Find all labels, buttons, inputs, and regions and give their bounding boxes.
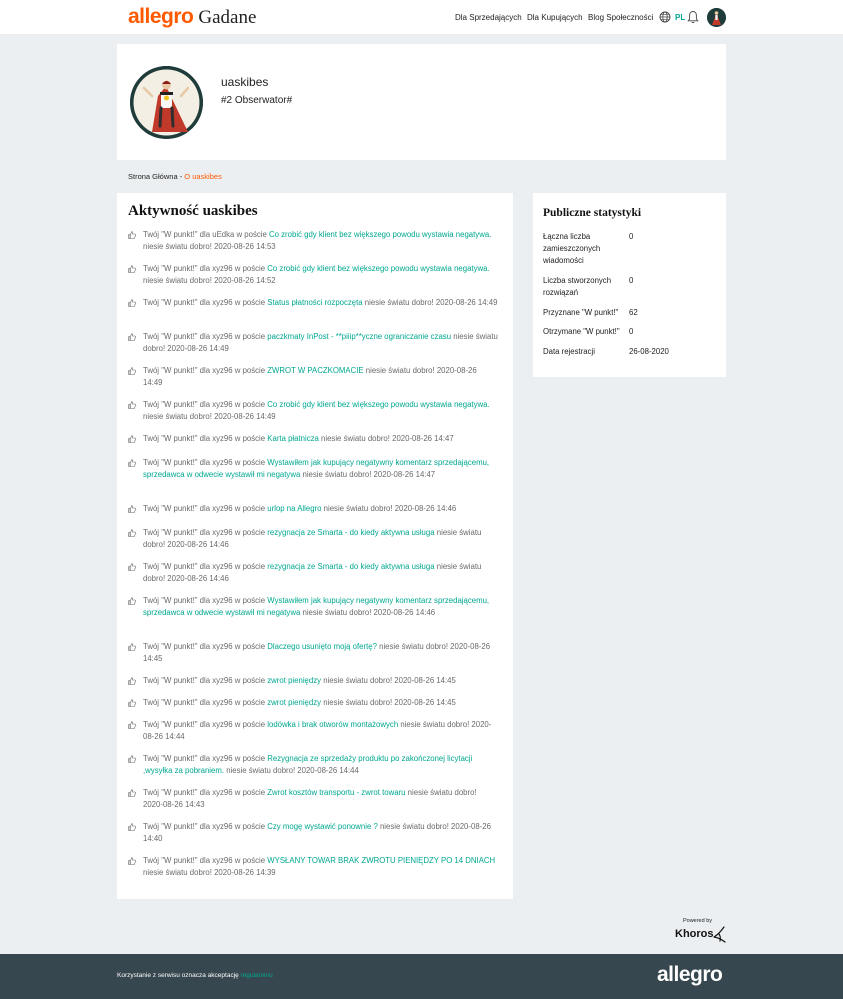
thumbs-up-icon bbox=[128, 231, 136, 239]
activity-post-link[interactable]: ZWROT W PACZKOMACIE bbox=[267, 366, 364, 375]
activity-prefix: Twój "W punkt!" dla xyz96 w poście bbox=[143, 856, 268, 865]
logo-allegro: allegro bbox=[128, 5, 194, 28]
activity-prefix: Twój "W punkt!" dla xyz96 w poście bbox=[143, 788, 268, 797]
nav-blog[interactable]: Blog Społeczności bbox=[588, 13, 654, 22]
activity-post-link[interactable]: Zwrot kosztów transportu - zwrot towaru bbox=[267, 788, 406, 797]
thumbs-up-icon bbox=[128, 789, 136, 797]
activity-item bbox=[128, 297, 498, 309]
user-avatar[interactable] bbox=[707, 8, 726, 27]
activity-item bbox=[128, 527, 498, 552]
thumbs-up-icon bbox=[128, 563, 136, 571]
activity-suffix: niesie światu dobro! 2020-08-26 14:47 bbox=[300, 470, 436, 480]
activity-post-link[interactable]: lodówka i brak otworów montażowych bbox=[267, 720, 399, 729]
activity-suffix: niesie światu dobro! 2020-08-26 14:45 bbox=[321, 676, 456, 685]
activity-card bbox=[117, 193, 513, 899]
thumbs-up-icon bbox=[128, 721, 136, 729]
activity-prefix: Twój "W punkt!" dla xyz96 w poście bbox=[143, 400, 268, 409]
breadcrumb-current[interactable]: O uaskibes bbox=[184, 172, 222, 181]
stat-value: 0 bbox=[629, 327, 634, 336]
thumbs-up-icon bbox=[128, 459, 136, 467]
footer bbox=[0, 954, 843, 999]
thumbs-up-icon bbox=[128, 367, 136, 375]
khoros-logo: Khoros bbox=[675, 928, 714, 940]
thumbs-up-icon bbox=[128, 857, 136, 865]
activity-suffix: niesie światu dobro! 2020-08-26 14:44 bbox=[224, 766, 359, 776]
thumbs-up-icon bbox=[128, 597, 136, 605]
profile-username: uaskibes bbox=[221, 75, 269, 89]
activity-suffix: niesie światu dobro! 2020-08-26 14:46 bbox=[143, 562, 482, 584]
stat-value: 0 bbox=[629, 276, 634, 285]
stat-label: Liczba stworzonych rozwiązań bbox=[543, 276, 612, 297]
stat-label: Otrzymane "W punkt!" bbox=[543, 327, 620, 336]
activity-item bbox=[128, 821, 498, 846]
stat-label: Data rejestracji bbox=[543, 347, 595, 356]
stats-card bbox=[533, 193, 726, 377]
avatar bbox=[130, 66, 203, 139]
footer-terms bbox=[117, 972, 273, 979]
activity-item bbox=[128, 331, 498, 356]
thumbs-up-icon bbox=[128, 265, 136, 273]
thumbs-up-icon bbox=[128, 299, 136, 307]
activity-suffix: niesie światu dobro! 2020-08-26 14:46 bbox=[321, 504, 457, 513]
activity-prefix: Twój "W punkt!" dla xyz96 w poście bbox=[143, 434, 268, 443]
activity-prefix: Twój "W punkt!" dla xyz96 w poście bbox=[143, 458, 268, 467]
activity-title: Aktywność uaskibes bbox=[128, 203, 258, 219]
activity-suffix: niesie światu dobro! 2020-08-26 14:53 bbox=[143, 242, 276, 252]
footer-terms-text: Korzystanie z serwisu oznacza akceptację bbox=[117, 972, 241, 979]
activity-suffix: niesie światu dobro! 2020-08-26 14:45 bbox=[321, 698, 456, 707]
profile-card bbox=[117, 44, 726, 160]
activity-prefix: Twój "W punkt!" dla xyz96 w poście bbox=[143, 562, 268, 571]
stat-value: 26-08-2020 bbox=[629, 347, 669, 356]
activity-item bbox=[128, 433, 498, 445]
language-selector[interactable]: PL bbox=[675, 13, 686, 22]
activity-prefix: Twój "W punkt!" dla xyz96 w poście bbox=[143, 332, 268, 341]
activity-item bbox=[128, 719, 498, 744]
activity-prefix: Twój "W punkt!" dla xyz96 w poście bbox=[143, 754, 268, 763]
activity-item bbox=[128, 457, 498, 482]
activity-item bbox=[128, 263, 498, 288]
activity-post-link[interactable]: WYSŁANY TOWAR BRAK ZWROTU PIENIĘDZY PO 14 DNIACH bbox=[267, 856, 496, 865]
activity-suffix: niesie światu dobro! 2020-08-26 14:49 bbox=[143, 332, 498, 354]
stat-label: Łączna liczba zamieszczonych wiadomości bbox=[543, 232, 601, 265]
activity-prefix: Twój "W punkt!" dla xyz96 w poście bbox=[143, 720, 268, 729]
activity-post-link[interactable]: Karta płatnicza bbox=[267, 434, 319, 443]
khoros-icon bbox=[712, 925, 727, 943]
stat-value: 0 bbox=[629, 232, 634, 241]
stat-value: 62 bbox=[629, 308, 638, 317]
profile-rank: #2 Obserwator# bbox=[221, 95, 293, 106]
activity-item bbox=[128, 561, 498, 586]
activity-post-link[interactable]: Czy mogę wystawić ponownie ? bbox=[267, 822, 378, 831]
activity-post-link[interactable]: Wystawiłem jak kupujący negatywny komentarz sprzedającemu, sprzedawca w odwecie wystawił mi negatywa bbox=[143, 458, 490, 480]
activity-item bbox=[128, 753, 498, 778]
stats-title: Publiczne statystyki bbox=[543, 207, 642, 219]
activity-item bbox=[128, 595, 498, 620]
stat-label: Przyznane "W punkt!" bbox=[543, 308, 619, 317]
activity-item bbox=[128, 787, 498, 812]
nav-sellers[interactable]: Dla Sprzedających bbox=[455, 13, 522, 22]
logo-gadane: Gadane bbox=[198, 7, 257, 28]
activity-suffix: niesie światu dobro! 2020-08-26 14:52 bbox=[143, 276, 276, 286]
activity-item bbox=[128, 641, 498, 666]
thumbs-up-icon bbox=[128, 435, 136, 443]
breadcrumb bbox=[128, 172, 222, 181]
activity-prefix: Twój "W punkt!" dla xyz96 w poście bbox=[143, 822, 268, 831]
activity-post-link[interactable]: Co zrobić gdy klient bez większego powodu wystawia negatywa. bbox=[269, 230, 492, 239]
activity-post-link[interactable]: Status płatności rozpoczęta bbox=[267, 298, 363, 307]
activity-item bbox=[128, 675, 498, 687]
activity-post-link[interactable]: Dlaczego usunięto moją ofertę? bbox=[267, 642, 377, 651]
activity-suffix: niesie światu dobro! 2020-08-26 14:49 bbox=[143, 366, 477, 388]
activity-prefix: Twój "W punkt!" dla xyz96 w poście bbox=[143, 366, 268, 375]
powered-label: Powered by bbox=[682, 918, 713, 924]
activity-suffix: niesie światu dobro! 2020-08-26 14:45 bbox=[143, 642, 491, 664]
activity-prefix: Twój "W punkt!" dla xyz96 w poście bbox=[143, 698, 268, 707]
breadcrumb-home[interactable]: Strona Główna bbox=[128, 172, 178, 181]
activity-post-link[interactable]: Wystawiłem jak kupujący negatywny komentarz sprzedającemu, sprzedawca w odwecie wystawił mi negatywa bbox=[143, 596, 490, 618]
activity-prefix: Twój "W punkt!" dla xyz96 w poście bbox=[143, 528, 268, 537]
activity-post-link[interactable]: zwrot pieniędzy bbox=[267, 698, 322, 707]
activity-item bbox=[128, 503, 498, 515]
activity-prefix: Twój "W punkt!" dla xyz96 w poście bbox=[143, 504, 268, 513]
activity-suffix: niesie światu dobro! 2020-08-26 14:39 bbox=[143, 868, 276, 878]
activity-prefix: Twój "W punkt!" dla xyz96 w poście bbox=[143, 298, 268, 307]
thumbs-up-icon bbox=[128, 505, 136, 513]
activity-prefix: Twój "W punkt!" dla xyz96 w poście bbox=[143, 596, 268, 605]
activity-post-link[interactable]: Rezygnacja ze sprzedaży produktu po zakończonej licytacji ,wysyłka za pobraniem. bbox=[143, 754, 473, 776]
activity-post-link[interactable]: urlop na Allegro bbox=[267, 504, 322, 513]
activity-prefix: Twój "W punkt!" dla xyz96 w poście bbox=[143, 676, 268, 685]
thumbs-up-icon bbox=[128, 699, 136, 707]
activity-suffix: niesie światu dobro! 2020-08-26 14:44 bbox=[143, 720, 492, 742]
top-bar bbox=[0, 0, 843, 34]
activity-prefix: Twój "W punkt!" dla xyz96 w poście bbox=[143, 642, 268, 651]
activity-prefix: Twój "W punkt!" dla xyz96 w poście bbox=[143, 264, 268, 273]
globe-icon[interactable] bbox=[659, 11, 671, 23]
activity-item bbox=[128, 399, 498, 424]
thumbs-up-icon bbox=[128, 401, 136, 409]
activity-post-link[interactable]: Co zrobić gdy klient bez większego powodu wystawia negatywa. bbox=[267, 400, 490, 409]
activity-item bbox=[128, 365, 498, 390]
activity-prefix: Twój "W punkt!" dla uEdka w poście bbox=[143, 230, 270, 239]
thumbs-up-icon bbox=[128, 823, 136, 831]
thumbs-up-icon bbox=[128, 755, 136, 763]
activity-suffix: niesie światu dobro! 2020-08-26 14:49 bbox=[143, 412, 276, 422]
activity-item bbox=[128, 229, 498, 254]
activity-item bbox=[128, 697, 498, 709]
thumbs-up-icon bbox=[128, 643, 136, 651]
footer-logo[interactable]: allegro bbox=[657, 963, 723, 986]
activity-suffix: niesie światu dobro! 2020-08-26 14:49 bbox=[362, 298, 498, 307]
nav-buyers[interactable]: Dla Kupujących bbox=[527, 13, 583, 22]
activity-item bbox=[128, 855, 498, 880]
activity-post-link[interactable]: rezygnacja ze Smarta - do kiedy aktywna usługa bbox=[267, 528, 435, 537]
thumbs-up-icon bbox=[128, 677, 136, 685]
powered-by[interactable] bbox=[674, 918, 729, 940]
activity-suffix: niesie światu dobro! 2020-08-26 14:43 bbox=[143, 788, 477, 810]
activity-suffix: niesie światu dobro! 2020-08-26 14:40 bbox=[143, 822, 491, 844]
breadcrumb-separator: - bbox=[177, 172, 185, 181]
footer-terms-link[interactable]: regulaminu bbox=[240, 972, 273, 979]
site-logo[interactable] bbox=[128, 5, 256, 29]
activity-suffix: niesie światu dobro! 2020-08-26 14:47 bbox=[318, 434, 454, 443]
activity-suffix: niesie światu dobro! 2020-08-26 14:46 bbox=[300, 608, 436, 618]
activity-post-link[interactable]: rezygnacja ze Smarta - do kiedy aktywna usługa bbox=[267, 562, 435, 571]
bell-icon[interactable] bbox=[687, 10, 699, 24]
activity-post-link[interactable]: Co zrobić gdy klient bez większego powodu wystawia negatywa. bbox=[267, 264, 490, 273]
thumbs-up-icon bbox=[128, 529, 136, 537]
activity-post-link[interactable]: paczkmaty InPost - **piiip**yczne ograniczanie czasu bbox=[267, 332, 452, 341]
activity-suffix: niesie światu dobro! 2020-08-26 14:46 bbox=[143, 528, 482, 550]
activity-post-link[interactable]: zwrot pieniędzy bbox=[267, 676, 322, 685]
thumbs-up-icon bbox=[128, 333, 136, 341]
